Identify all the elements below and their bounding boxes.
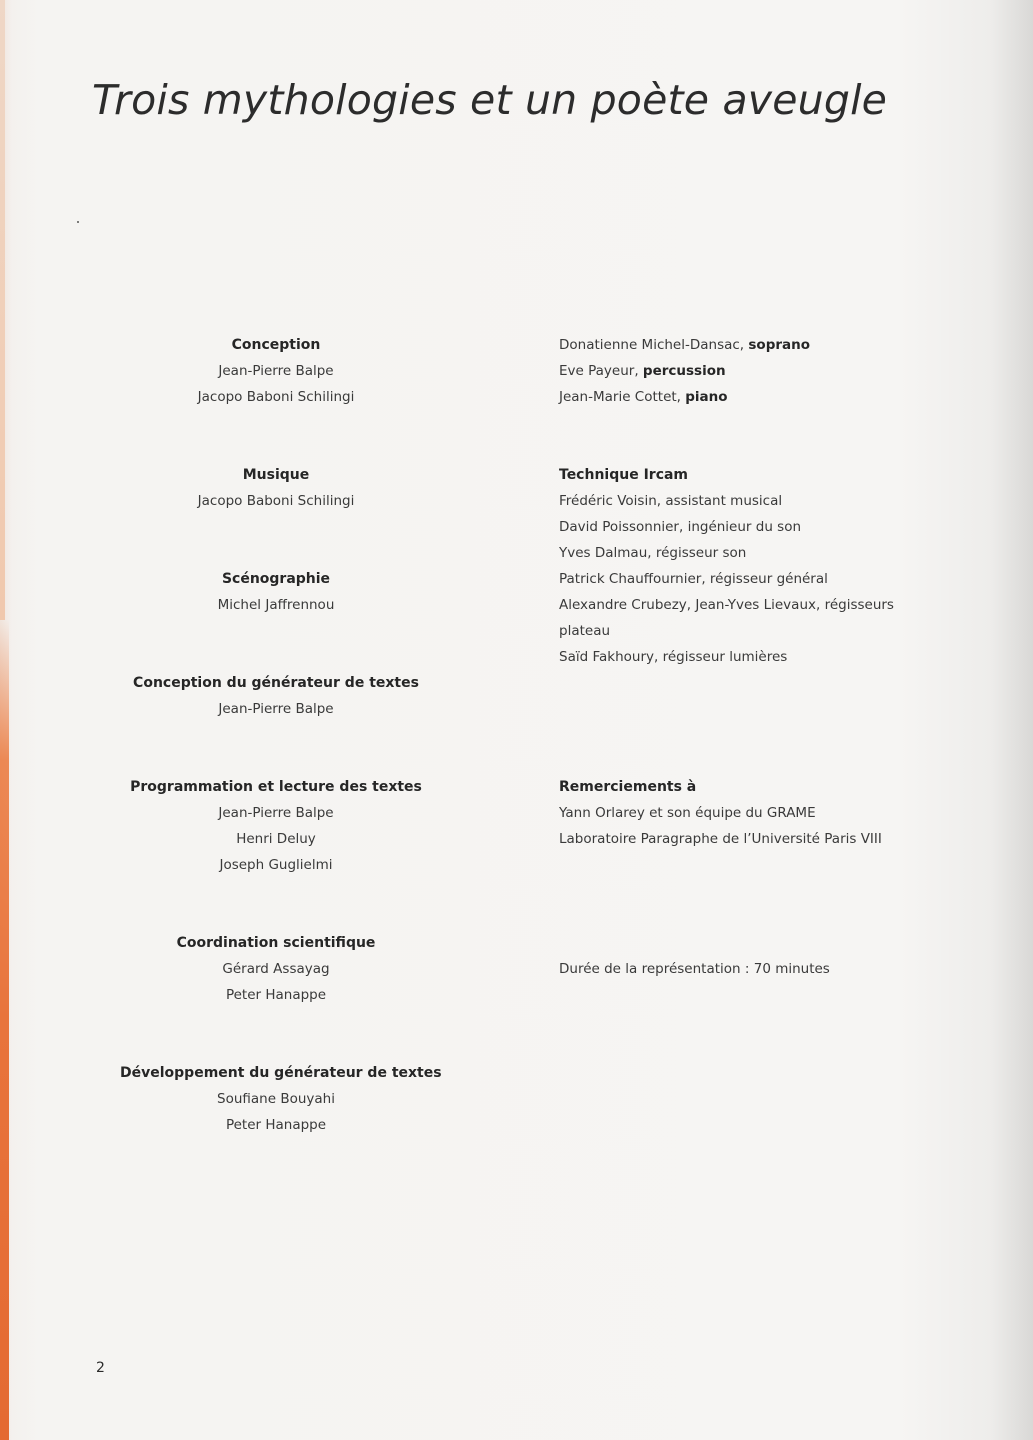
credit-name: Patrick Chauffournier, régisseur général xyxy=(559,571,828,587)
credit-coordination xyxy=(120,930,432,1008)
performer-line xyxy=(559,384,919,410)
performer-name: Donatienne Michel-Dansac, xyxy=(559,337,749,353)
credit-heading: Musique xyxy=(242,467,310,483)
remerciements xyxy=(559,774,919,852)
credit-name: Soufiane Bouyahi xyxy=(217,1091,335,1107)
credit-name: Peter Hanappe xyxy=(225,1117,327,1133)
page-edge-orange xyxy=(0,620,9,1440)
credit-name: Yves Dalmau, régisseur son xyxy=(559,545,747,561)
technique-ircam xyxy=(559,462,899,670)
credit-name: Alexandre Crubezy, Jean-Yves Lievaux, régisseurs plateau xyxy=(559,597,894,639)
performer-name: Eve Payeur, xyxy=(559,363,643,379)
credit-name: Jacopo Baboni Schilingi xyxy=(197,389,355,405)
credit-scenographie xyxy=(120,566,432,618)
credit-name: Joseph Guglielmi xyxy=(219,857,333,873)
performer-role: piano xyxy=(685,389,728,405)
credit-conception-generateur xyxy=(120,670,432,722)
credit-name: Laboratoire Paragraphe de l’Université Paris VIII xyxy=(559,831,882,847)
credit-name: Jean-Pierre Balpe xyxy=(218,701,334,717)
credit-name: Peter Hanappe xyxy=(225,987,327,1003)
credit-heading: Conception du générateur de textes xyxy=(133,675,419,691)
credit-heading: Programmation et lecture des textes xyxy=(130,779,422,795)
credit-name: Jacopo Baboni Schilingi xyxy=(197,493,355,509)
credit-name: Frédéric Voisin, assistant musical xyxy=(559,493,783,509)
credit-name: Gérard Assayag xyxy=(222,961,330,977)
credit-name: Michel Jaffrennou xyxy=(217,597,335,613)
credit-heading: Coordination scientifique xyxy=(176,935,376,951)
credit-name: Jean-Pierre Balpe xyxy=(218,363,334,379)
credit-name: Yann Orlarey et son équipe du GRAME xyxy=(559,805,816,821)
performer-role: soprano xyxy=(748,337,811,353)
performers-list xyxy=(559,332,919,410)
credit-heading: Scénographie xyxy=(221,571,331,587)
credit-name: Jean-Pierre Balpe xyxy=(218,805,334,821)
credit-programmation xyxy=(120,774,432,878)
print-speck xyxy=(77,221,79,223)
credit-name: Henri Deluy xyxy=(236,831,316,847)
page-edge-shadow xyxy=(0,0,5,620)
credit-developpement xyxy=(120,1060,442,1138)
credit-name: Saïd Fakhoury, régisseur lumières xyxy=(559,649,788,665)
credit-musique xyxy=(120,462,432,514)
page-number: 2 xyxy=(96,1360,105,1376)
credit-heading: Conception xyxy=(231,337,321,353)
credit-conception xyxy=(120,332,432,410)
credit-heading: Remerciements à xyxy=(559,779,697,795)
credit-heading: Développement du générateur de textes xyxy=(120,1065,442,1081)
performer-name: Jean-Marie Cottet, xyxy=(559,389,686,405)
page-title: Trois mythologies et un poète aveugle xyxy=(92,76,888,124)
duration-text: Durée de la représentation : 70 minutes xyxy=(559,961,830,977)
performer-line xyxy=(559,358,919,384)
performer-role: percussion xyxy=(642,363,726,379)
duration xyxy=(559,956,919,982)
performer-line xyxy=(559,332,919,358)
credit-heading: Technique Ircam xyxy=(559,467,689,483)
credit-name: David Poissonnier, ingénieur du son xyxy=(559,519,802,535)
